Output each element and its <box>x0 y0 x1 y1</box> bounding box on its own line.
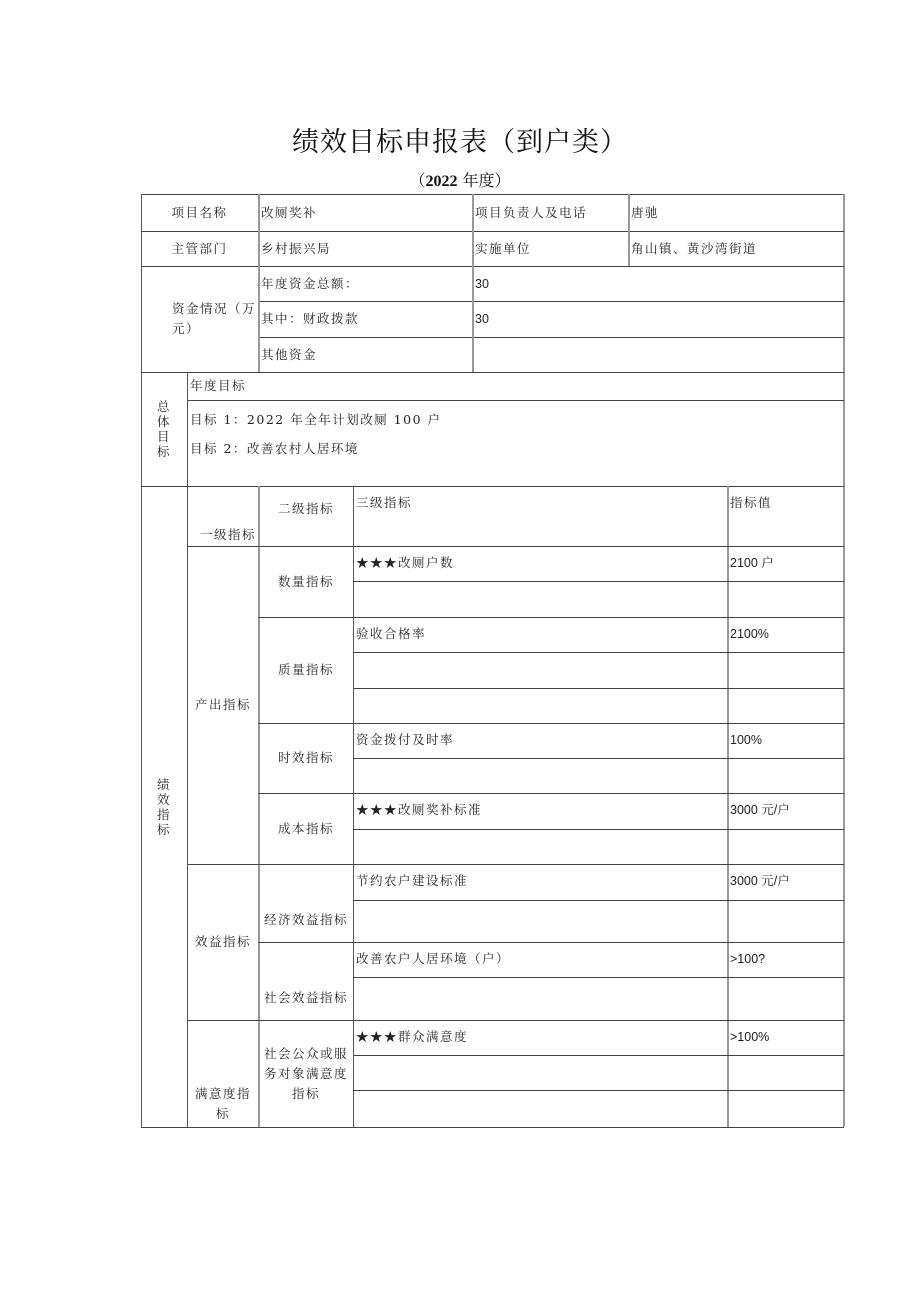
indicator-name-5 <box>354 688 727 723</box>
funds-other-label: 其他资金 <box>261 346 318 362</box>
goal-1: 目标 1：2022 年全年计划改厕 100 户 <box>190 412 442 427</box>
level2-economic: 经济效益指标 <box>264 912 349 927</box>
indicator-name-8: ★★★改厕奖补标准 <box>356 802 483 817</box>
indicator-name-7 <box>354 758 727 793</box>
impl-value: 角山镇、黄沙湾街道 <box>631 240 758 256</box>
header-value: 指标值 <box>730 495 773 510</box>
indicator-value-11 <box>728 900 843 942</box>
header-level2: 二级指标 <box>277 501 334 516</box>
annual-goal-header: 年度目标 <box>190 378 247 393</box>
dept-value: 乡村振兴局 <box>261 240 332 256</box>
indicator-value-5 <box>728 688 843 723</box>
dept-label: 主管部门 <box>171 240 228 256</box>
level2-quality: 质量指标 <box>277 662 334 677</box>
indicator-name-13 <box>354 977 727 1020</box>
indicator-value-9 <box>728 829 843 864</box>
funds-label: 资金情况（万元） <box>172 301 257 336</box>
indicator-name-1: ★★★改厕户数 <box>356 555 455 570</box>
document-title: 绩效目标申报表（到户类） <box>292 127 628 158</box>
indicator-value-14: >100% <box>730 1030 770 1044</box>
indicator-name-3: 验收合格率 <box>356 626 427 641</box>
indicator-value-4 <box>728 652 843 688</box>
funds-other-value <box>473 337 843 372</box>
indicator-value-6: 100% <box>730 733 762 747</box>
group-benefit: 效益指标 <box>194 934 251 949</box>
indicator-value-2 <box>728 581 843 617</box>
indicator-value-7 <box>728 758 843 793</box>
header-level3: 三级指标 <box>356 495 413 510</box>
impl-label: 实施单位 <box>475 240 532 256</box>
indicators-side-label: 绩 效 指 标 <box>156 776 171 837</box>
indicator-name-6: 资金拨付及时率 <box>356 732 455 747</box>
indicator-name-10: 节约农户建设标准 <box>356 873 469 888</box>
indicator-name-11 <box>354 900 727 942</box>
indicator-name-14: ★★★群众满意度 <box>356 1029 469 1044</box>
indicator-value-13 <box>728 977 843 1020</box>
funds-fiscal-label: 其中：财政拨款 <box>261 311 360 326</box>
document-year: （2022 年度） <box>409 171 511 190</box>
level2-timeliness: 时效指标 <box>277 750 334 765</box>
overall-goal-side-label: 总 体 目 标 <box>156 399 171 459</box>
funds-fiscal-value: 30 <box>475 312 489 326</box>
funds-total-label: 年度资金总额： <box>261 275 360 291</box>
funds-total-value: 30 <box>475 276 489 291</box>
project-name-label: 项目名称 <box>171 204 228 220</box>
owner-label: 项目负责人及电话 <box>475 204 588 220</box>
indicator-name-9 <box>354 829 727 864</box>
indicator-name-16 <box>354 1090 727 1127</box>
level2-quantity: 数量指标 <box>277 573 334 589</box>
indicator-name-15 <box>354 1055 727 1090</box>
level2-cost: 成本指标 <box>277 820 334 836</box>
indicator-value-12: >100? <box>730 952 766 966</box>
indicator-name-4 <box>354 652 727 688</box>
goal-2: 目标 2：改善农村人居环境 <box>190 441 359 456</box>
project-name-value: 改厕奖补 <box>261 204 318 220</box>
level2-public: 社会公众或服务对象满意度指标 <box>264 1046 349 1101</box>
level2-social: 社会效益指标 <box>264 990 349 1005</box>
indicator-value-15 <box>728 1055 843 1090</box>
indicator-name-2 <box>354 581 727 617</box>
indicator-value-1: 2100 户 <box>730 556 774 570</box>
indicator-value-3: 2100% <box>730 627 769 641</box>
owner-value: 唐驰 <box>631 204 660 220</box>
group-output: 产出指标 <box>194 697 251 712</box>
header-level1: 一级指标 <box>199 527 256 542</box>
indicator-value-10: 3000 元/户 <box>730 874 790 888</box>
indicator-name-12: 改善农户人居环境（户） <box>356 951 511 966</box>
indicator-value-8: 3000 元/户 <box>730 803 790 817</box>
indicator-value-16 <box>728 1090 843 1127</box>
group-satisfaction: 满意度指标 <box>194 1086 251 1121</box>
